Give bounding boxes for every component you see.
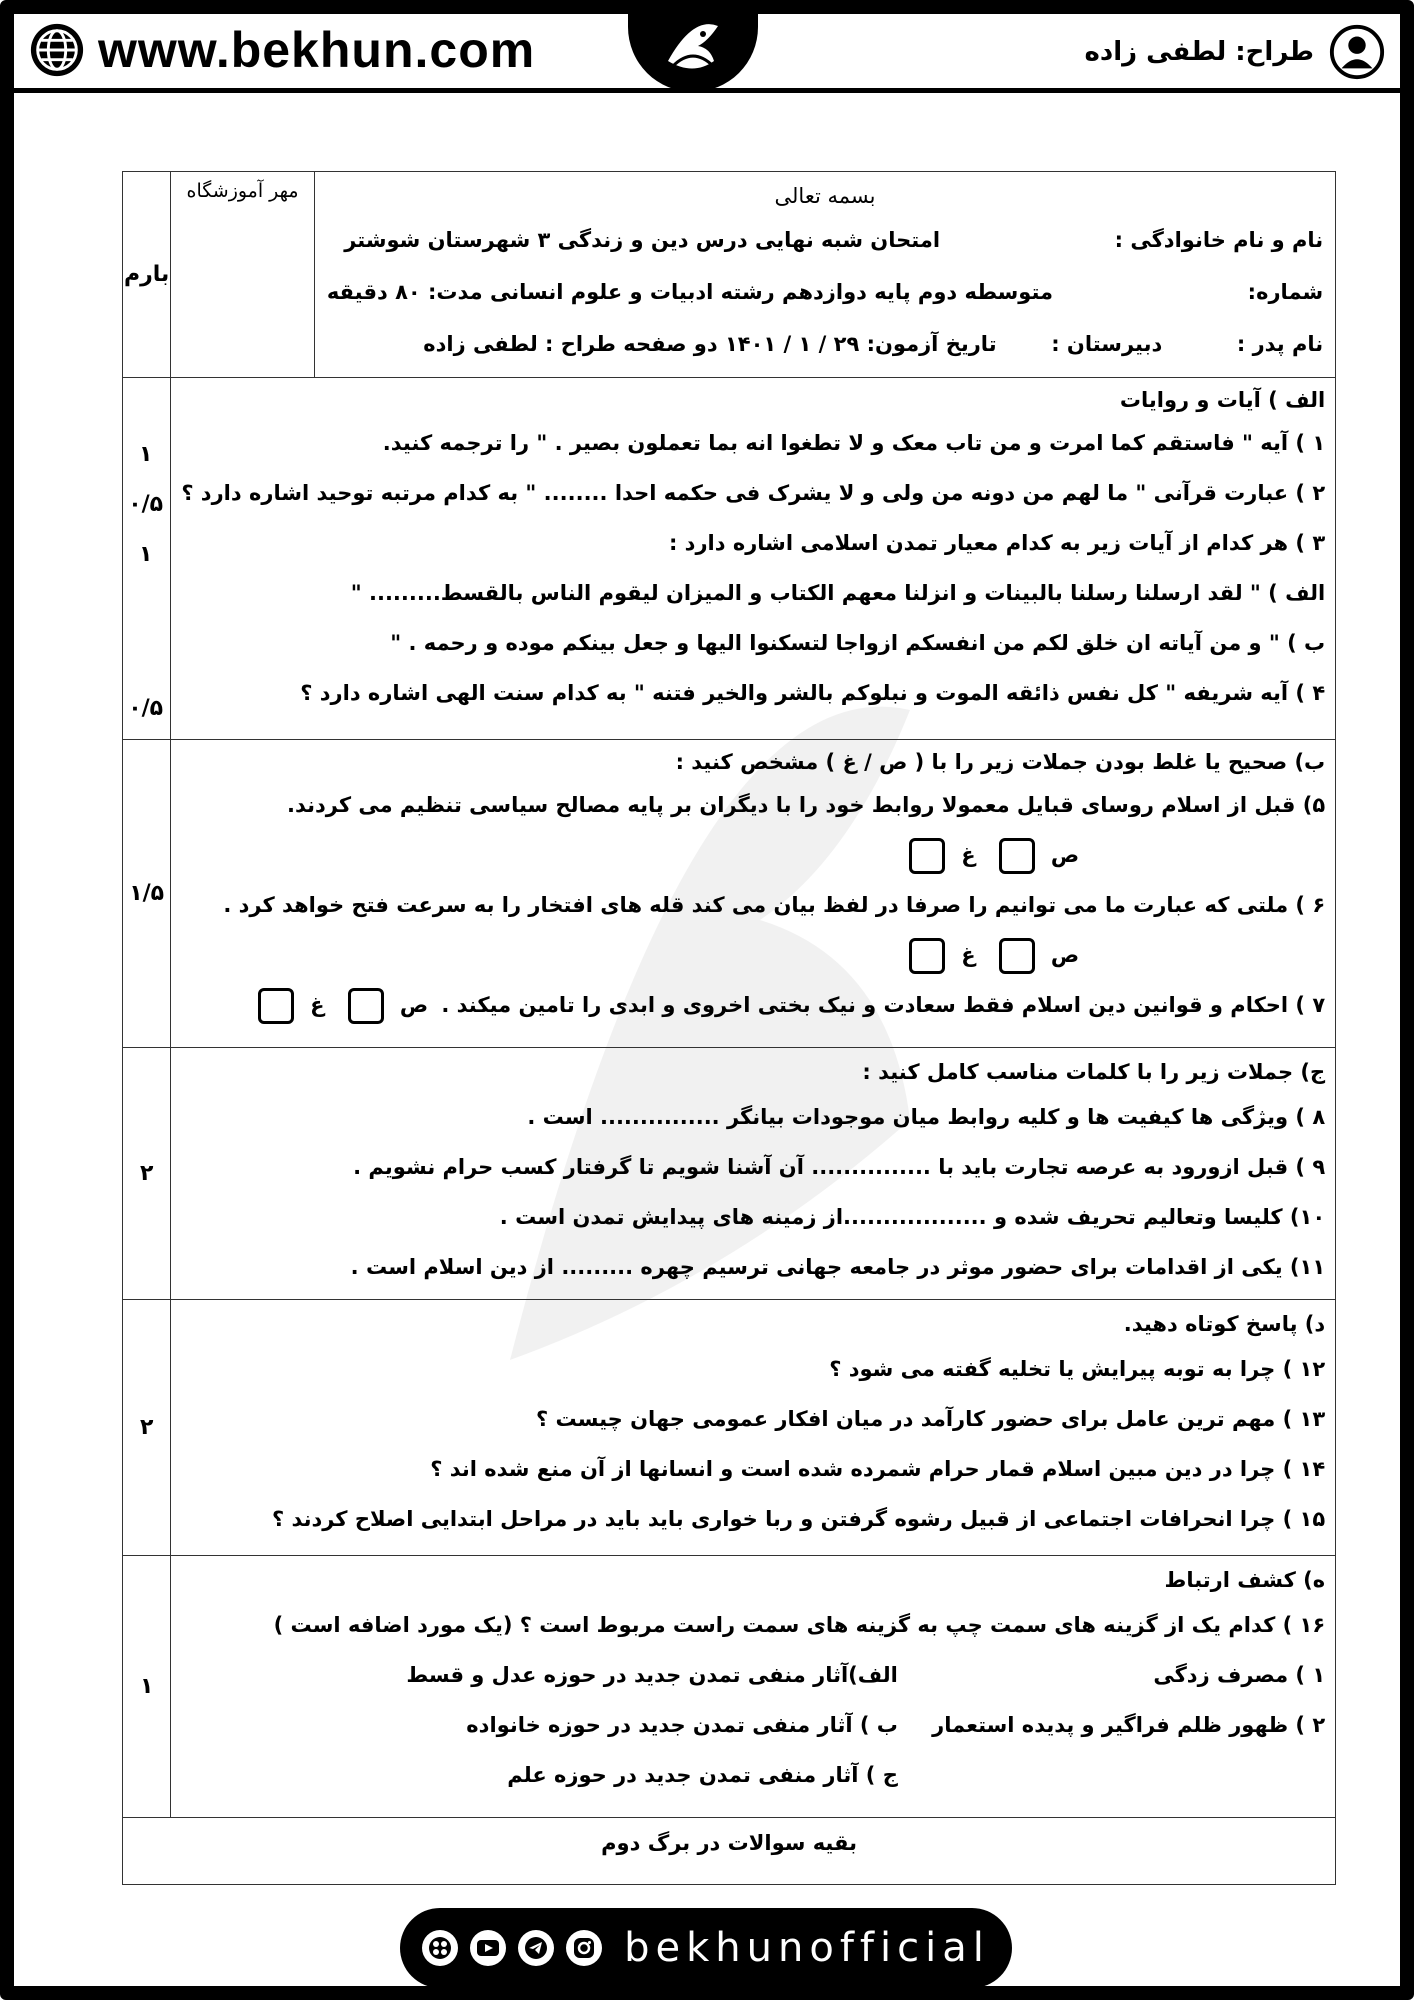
exam-header-info bbox=[314, 172, 1335, 378]
question-3a: الف ) " لقد ارسلنا رسلنا بالبینات و انزلنا معهم الکتاب و المیزان لیقوم الناس بالقسط......... " bbox=[350, 581, 1326, 605]
site-link[interactable] bbox=[28, 20, 535, 80]
name-label: نام و نام خانوادگی : bbox=[1114, 228, 1324, 252]
section-b-score bbox=[123, 740, 171, 1048]
score-label: بارم bbox=[124, 262, 170, 287]
score-value: ۲ bbox=[139, 1415, 154, 1440]
left-option-b: ب ) آثار منفی تمدن جدید در حوزه خانواده bbox=[466, 1713, 898, 1737]
question-3b: ب ) " و من آیاته ان خلق لکم من انفسکم ازواجا لتسکنوا الیها و جعل بینکم موده و رحمه . " bbox=[390, 631, 1326, 655]
q7-false-checkbox[interactable] bbox=[258, 988, 294, 1024]
question-15: ۱۵ ) چرا انحرافات اجتماعی از قبیل رشوه گرفتن و ربا خواری باید باید در مراحل ابتدایی اصلاح کردند ؟ bbox=[271, 1507, 1326, 1531]
header-row-1 bbox=[327, 214, 1323, 266]
right-option-1: ۱ ) مصرف زدگی bbox=[1153, 1663, 1326, 1687]
false-label: غ bbox=[961, 943, 976, 967]
question-12: ۱۲ ) چرا به توبه پیرایش یا تخلیه گفته می شود ؟ bbox=[829, 1357, 1326, 1381]
question-14: ۱۴ ) چرا در دین مبین اسلام قمار حرام شمرده شده است و انسانها از آن منع شده اند ؟ bbox=[430, 1457, 1326, 1481]
question-7: ۷ ) احکام و قوانین دین اسلام فقط سعادت و نیک بختی اخروی و ابدی را تامین میکند . bbox=[441, 993, 1326, 1017]
score-q4: ۰/۵ bbox=[128, 696, 164, 721]
q6-false-checkbox[interactable] bbox=[909, 938, 945, 974]
question-9: ۹ ) قبل ازورود به عرصه تجارت باید با ............... آن آشنا شویم تا گرفتار کسب حرام نشویم . bbox=[353, 1155, 1326, 1179]
false-label: غ bbox=[310, 993, 325, 1017]
score-value: ۱/۵ bbox=[129, 881, 165, 906]
section-a-scores bbox=[123, 378, 171, 740]
question-16: ۱۶ ) کدام یک از گزینه های سمت چپ به گزینه های سمت راست مربوط است ؟ (یک مورد اضافه است ) bbox=[273, 1613, 1326, 1637]
left-option-a: الف)آثار منفی تمدن جدید در حوزه عدل و قسط bbox=[406, 1663, 898, 1687]
question-13: ۱۳ ) مهم ترین عامل برای حضور کارآمد در میان افکار عمومی جهان چیست ؟ bbox=[536, 1407, 1326, 1431]
designer-badge bbox=[1085, 22, 1387, 82]
exam-table bbox=[122, 171, 1336, 1885]
section-c bbox=[171, 1048, 1336, 1300]
question-1: ۱ ) آیه " فاستقم کما امرت و من تاب معک و لا تطغوا انه بما تعملون بصیر . " را ترجمه کنید. bbox=[382, 431, 1326, 455]
question-5: ۵) قبل از اسلام روسای قبایل معمولا روابط خود را با دیگران بر پایه مصالح سیاسی تنظیم می کردند. bbox=[287, 793, 1326, 817]
section-d-score bbox=[123, 1300, 171, 1556]
globe-icon bbox=[28, 21, 86, 79]
match-row-1 bbox=[181, 1650, 1325, 1700]
question-5-options bbox=[181, 830, 1325, 880]
header-row-2 bbox=[327, 266, 1323, 318]
true-label: ص bbox=[399, 993, 429, 1017]
school-seal-cell bbox=[171, 172, 315, 378]
section-a-title: الف ) آیات و روایات bbox=[1119, 388, 1326, 412]
question-6: ۶ ) ملتی که عبارت ما می توانیم را صرفا در لفظ بیان می کند قله های افتخار را به سرعت فتح خواهد کرد . bbox=[223, 893, 1326, 917]
question-4: ۴ ) آیه شریفه " کل نفس ذائقه الموت و نبلوکم بالشر والخیر فتنه " به کدام سنت الهی اشاره دارد ؟ bbox=[300, 681, 1326, 705]
question-6-options bbox=[181, 930, 1325, 980]
section-e-title: ه) کشف ارتباط bbox=[1164, 1568, 1326, 1592]
telegram-icon[interactable] bbox=[518, 1930, 554, 1966]
section-b-title: ب) صحیح یا غلط بودن جملات زیر را با ( ص / غ ) مشخص کنید : bbox=[675, 750, 1326, 774]
question-7-row bbox=[181, 980, 1325, 1030]
section-b bbox=[171, 740, 1336, 1048]
school-label: دبیرستان : bbox=[1051, 332, 1163, 356]
left-option-c: ج ) آثار منفی تمدن جدید در حوزه علم bbox=[507, 1763, 898, 1787]
continued-note bbox=[123, 1818, 1336, 1885]
score-q1: ۱ bbox=[138, 442, 153, 467]
true-label: ص bbox=[1050, 943, 1080, 967]
question-11: ۱۱) یکی از اقدامات برای حضور موثر در جامعه جهانی ترسیم چهره ......... از دین اسلام است . bbox=[350, 1255, 1326, 1279]
date-info: تاریخ آزمون: ۲۹ / ۱ / ۱۴۰۱ دو صفحه طراح : لطفی زاده bbox=[423, 332, 997, 356]
user-icon bbox=[1328, 23, 1386, 81]
section-d-title: د) پاسخ کوتاه دهید. bbox=[1123, 1312, 1326, 1336]
right-option-2: ۲ ) ظهور ظلم فراگیر و پدیده استعمار bbox=[932, 1713, 1326, 1737]
section-c-title: ج) جملات زیر را با کلمات مناسب کامل کنید : bbox=[862, 1060, 1326, 1084]
grade-info: متوسطه دوم پایه دوازدهم رشته ادبیات و علوم انسانی مدت: ۸۰ دقیقه bbox=[326, 280, 1054, 304]
social-bar[interactable] bbox=[400, 1908, 1012, 1988]
header-row-3 bbox=[327, 318, 1323, 370]
youtube-icon[interactable] bbox=[470, 1930, 506, 1966]
q6-true-checkbox[interactable] bbox=[999, 938, 1035, 974]
question-3: ۳ ) هر کدام از آیات زیر به کدام معیار تمدن اسلامی اشاره دارد : bbox=[668, 531, 1326, 555]
match-row-2 bbox=[181, 1700, 1325, 1750]
question-2: ۲ ) عبارت قرآنی " ما لهم من دونه من ولی و لا یشرک فی حکمه احدا ........ " به کدام مرتبه توحید اشاره دارد ؟ bbox=[181, 481, 1326, 505]
section-d bbox=[171, 1300, 1336, 1556]
father-label: نام پدر : bbox=[1236, 332, 1324, 356]
question-10: ۱۰) کلیسا وتعالیم تحریف شده و ..................از زمینه های پیدایش تمدن است . bbox=[499, 1205, 1326, 1229]
designer-name: طراح: لطفی زاده bbox=[1084, 37, 1314, 67]
score-q2: ۰/۵ bbox=[128, 492, 164, 517]
section-e bbox=[171, 1556, 1336, 1818]
seal-label: مهر آموزشگاه bbox=[186, 180, 299, 202]
social-handle[interactable]: bekhunofficial bbox=[624, 1925, 990, 1971]
score-q3: ۱ bbox=[138, 542, 153, 567]
score-value: ۱ bbox=[139, 1674, 154, 1699]
false-label: غ bbox=[961, 843, 976, 867]
aparat-icon[interactable] bbox=[422, 1930, 458, 1966]
q5-false-checkbox[interactable] bbox=[909, 838, 945, 874]
instagram-icon[interactable] bbox=[566, 1930, 602, 1966]
site-url[interactable]: www.bekhun.com bbox=[98, 22, 536, 78]
q7-true-checkbox[interactable] bbox=[348, 988, 384, 1024]
continued-note-text: بقیه سوالات در برگ دوم bbox=[601, 1831, 858, 1855]
question-8: ۸ ) ویژگی ها کیفیت ها و کلیه روابط میان موجودات بیانگر ............... است . bbox=[527, 1105, 1326, 1129]
exam-title: امتحان شبه نهایی درس دین و زندگی ۳ شهرستان شوشتر bbox=[344, 228, 941, 252]
section-c-score bbox=[123, 1048, 171, 1300]
match-row-3 bbox=[181, 1750, 1325, 1800]
besmellah: بسمه تعالی bbox=[774, 184, 876, 208]
section-e-score bbox=[123, 1556, 171, 1818]
number-label: شماره: bbox=[1247, 280, 1324, 304]
score-header bbox=[123, 172, 171, 378]
true-label: ص bbox=[1050, 843, 1080, 867]
q5-true-checkbox[interactable] bbox=[999, 838, 1035, 874]
score-value: ۲ bbox=[139, 1161, 154, 1186]
section-a bbox=[171, 378, 1336, 740]
